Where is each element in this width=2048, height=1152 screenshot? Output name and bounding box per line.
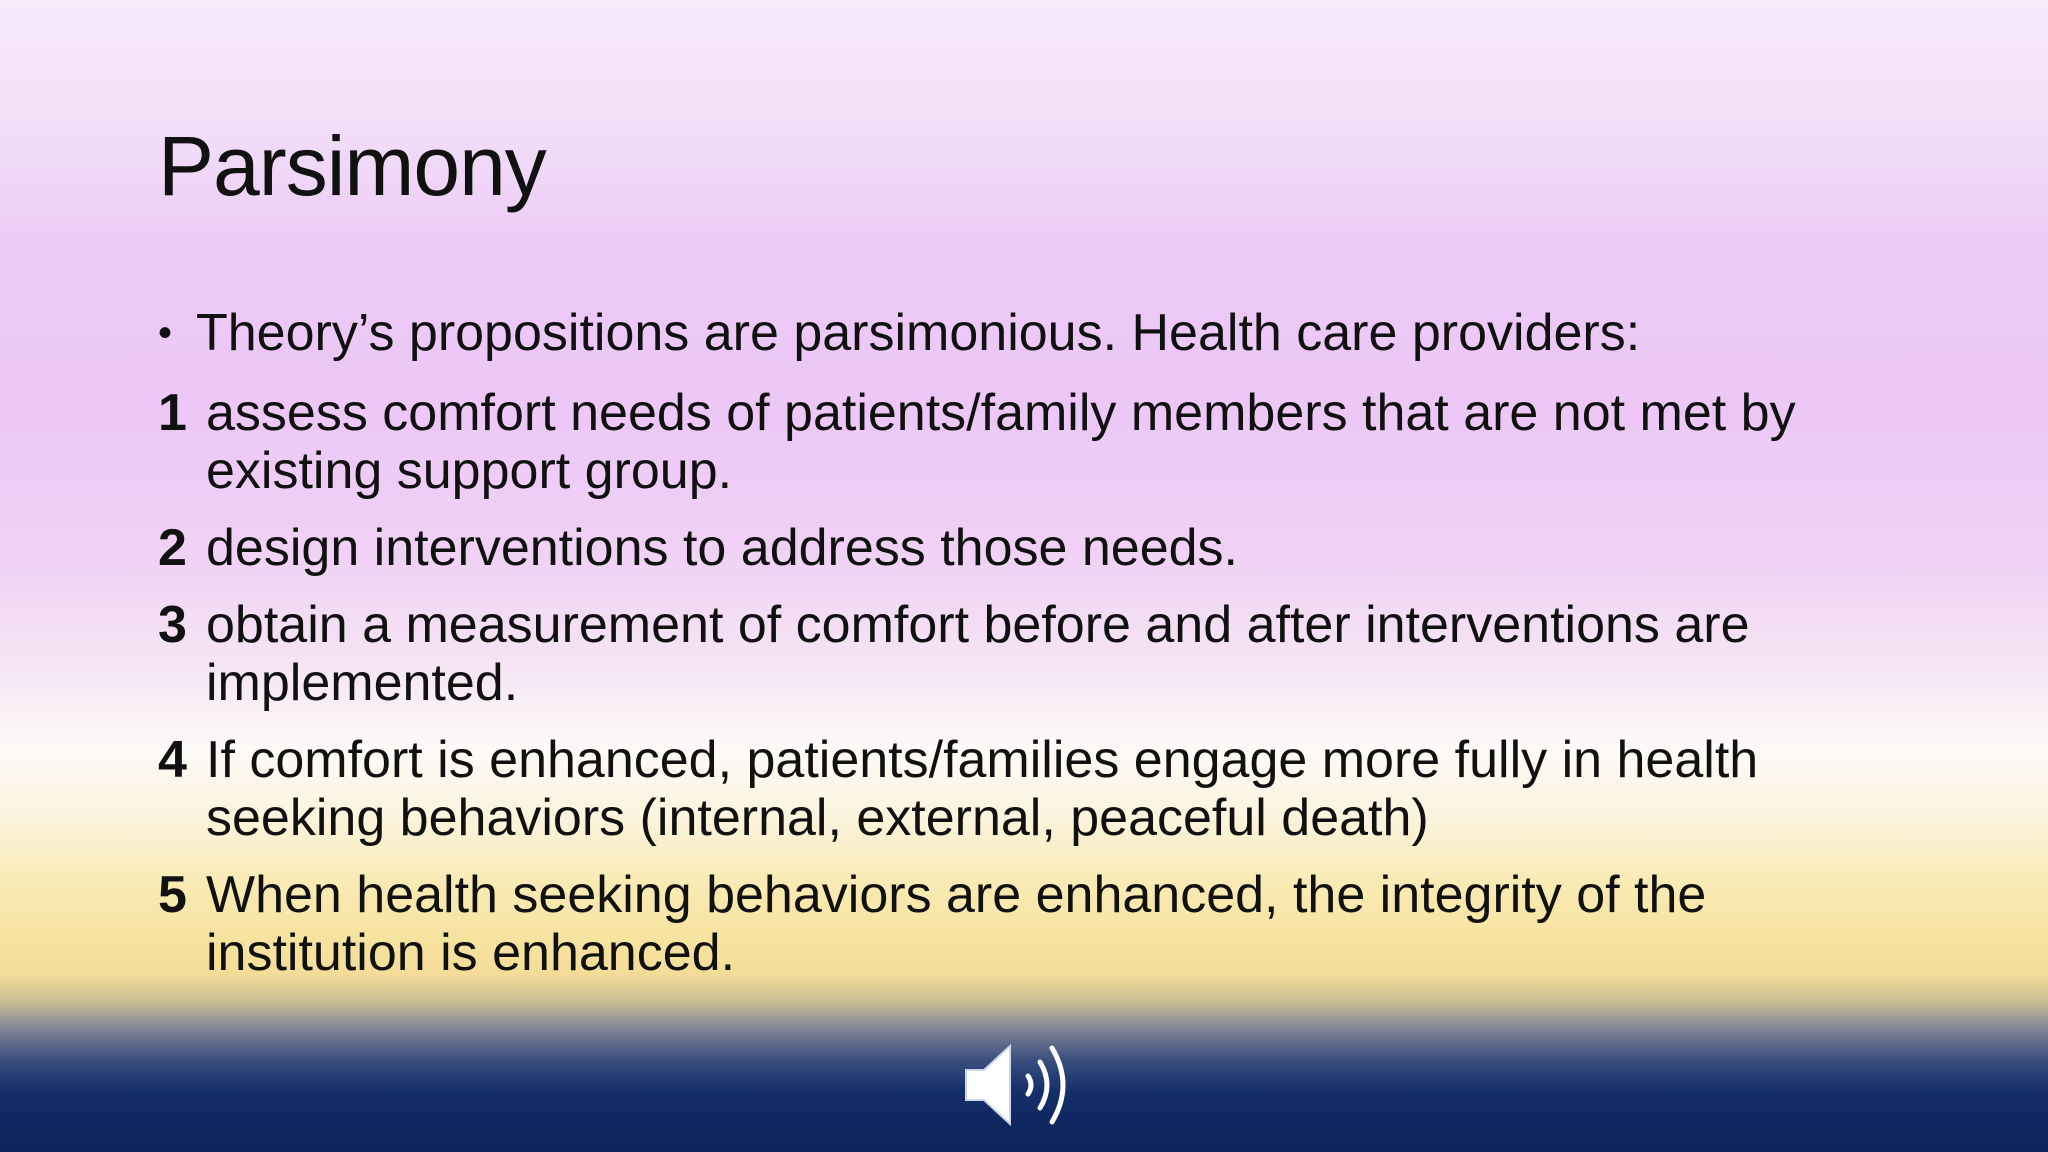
list-item	[158, 866, 1918, 982]
intro-text: Theory’s propositions are parsimonious. Health care providers:	[196, 304, 1641, 362]
bullet-marker: •	[158, 311, 173, 355]
item-number: 4	[158, 731, 187, 789]
item-text: design interventions to address those needs.	[206, 519, 1239, 577]
list-item	[158, 384, 1918, 500]
sound-wave-small-icon	[1028, 1076, 1031, 1094]
list-item	[158, 596, 1918, 712]
speaker-glyph	[962, 1036, 1082, 1132]
speaker-body-icon	[966, 1046, 1010, 1124]
item-text: assess comfort needs of patients/family members that are not met by existing support group.	[206, 384, 1796, 500]
item-text: When health seeking behaviors are enhanced, the integrity of the institution is enhanced.	[206, 866, 1707, 982]
item-number: 1	[158, 384, 187, 442]
slide-title: Parsimony	[158, 119, 546, 213]
sound-wave-large-icon	[1052, 1048, 1063, 1122]
list-item	[158, 519, 1918, 577]
item-number: 5	[158, 866, 187, 924]
sound-wave-medium-icon	[1040, 1062, 1047, 1108]
item-text: obtain a measurement of comfort before and after interventions are implemented.	[206, 596, 1750, 712]
slide-content	[158, 304, 1918, 1001]
list-item	[158, 731, 1918, 847]
item-number: 3	[158, 596, 187, 654]
speaker-icon[interactable]	[962, 1036, 1082, 1132]
item-text: If comfort is enhanced, patients/families engage more fully in health seeking behaviors (internal, external, peaceful death)	[206, 731, 1759, 847]
item-number: 2	[158, 519, 187, 577]
intro-bullet-item	[158, 304, 1918, 362]
